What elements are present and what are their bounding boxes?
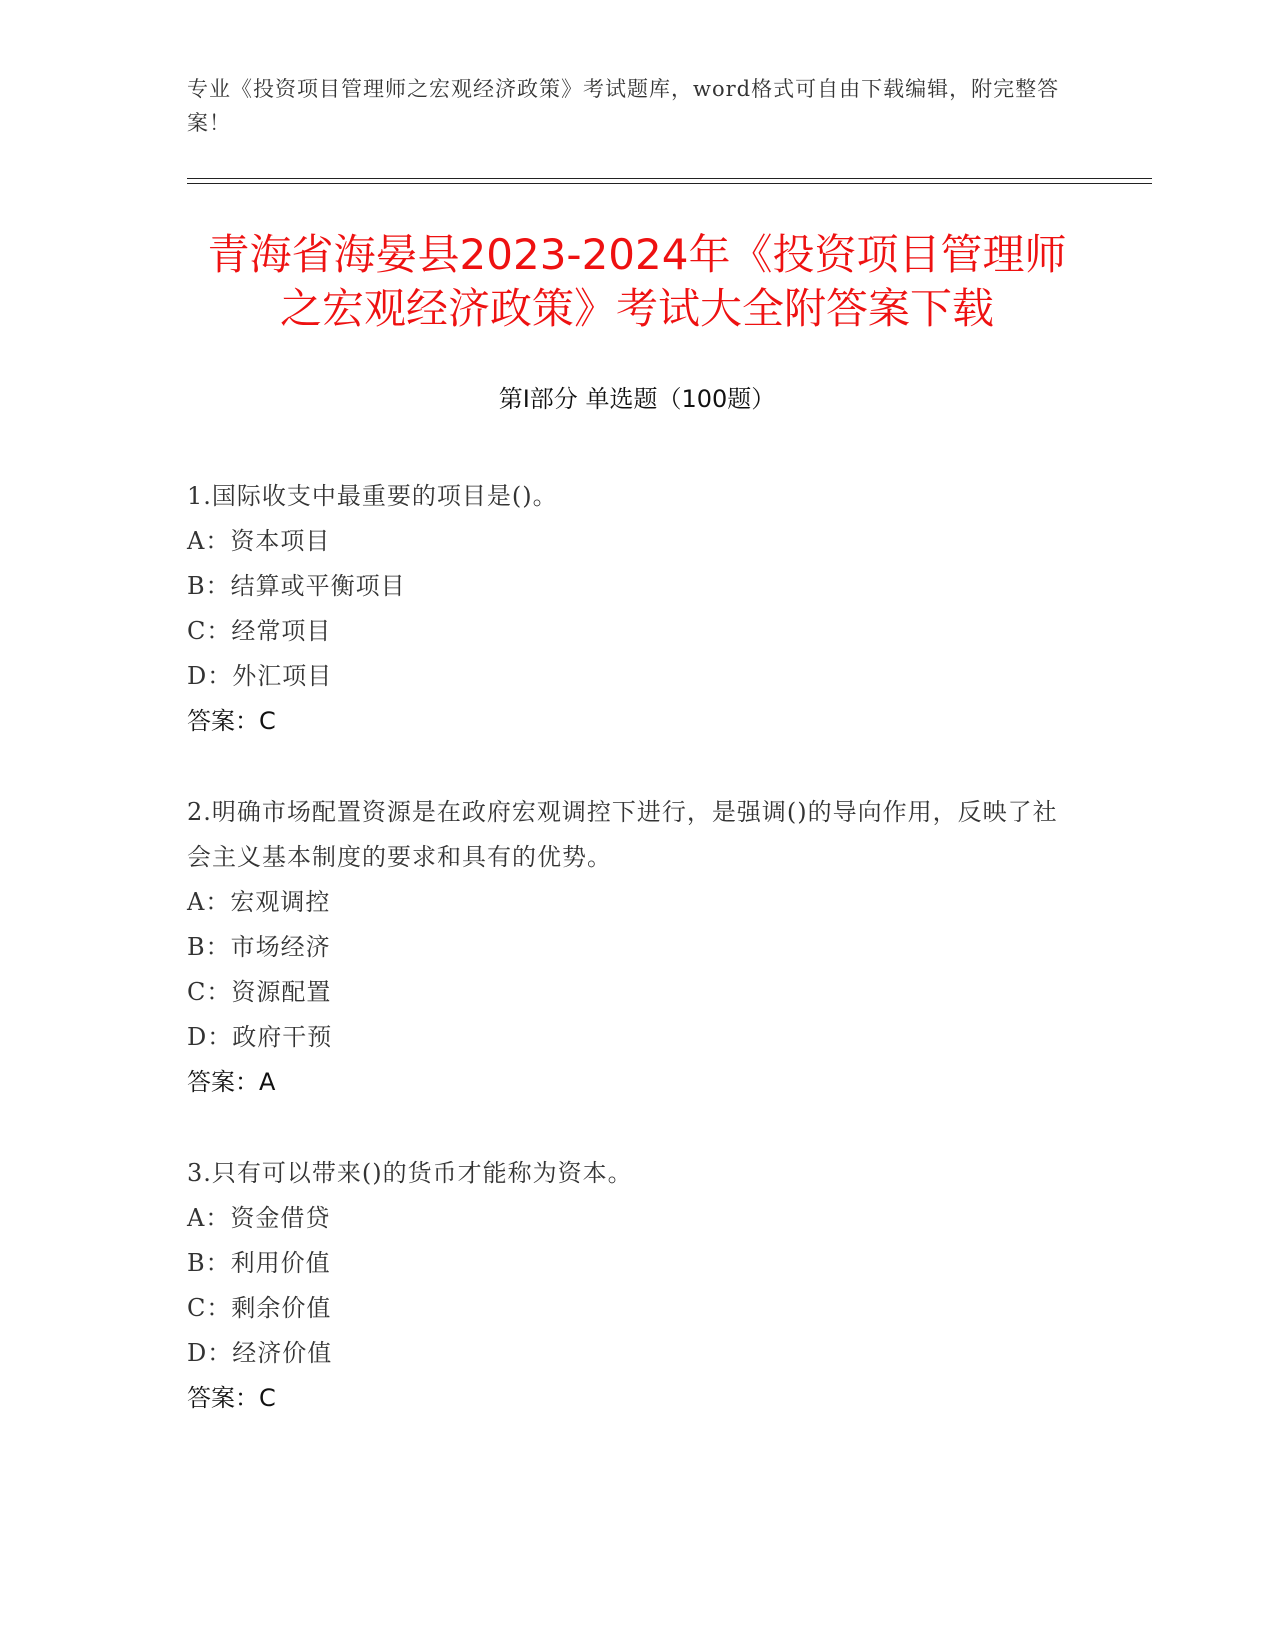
question-3 — [187, 1151, 1067, 1421]
question-stem: 3.只有可以带来()的货币才能称为资本。 — [187, 1159, 633, 1187]
document-title: 青海省海晏县2023-2024年《投资项目管理师之宏观经济政策》考试大全附答案下载 — [207, 230, 1067, 333]
question-list — [187, 474, 1067, 1467]
question-stem: 2.明确市场配置资源是在政府宏观调控下进行，是强调()的导向作用，反映了社会主义基本制度的要求和具有的优势。 — [187, 798, 1058, 871]
option-c: C：剩余价值 — [187, 1294, 332, 1322]
option-a: A：宏观调控 — [187, 888, 331, 916]
option-a: A：资本项目 — [187, 527, 331, 555]
question-stem: 1.国际收支中最重要的项目是()。 — [187, 482, 558, 510]
option-b: B：利用价值 — [187, 1249, 331, 1277]
option-b: B：结算或平衡项目 — [187, 572, 406, 600]
option-b: B：市场经济 — [187, 933, 331, 961]
option-c: C：资源配置 — [187, 978, 332, 1006]
answer: 答案：C — [187, 707, 276, 735]
option-a: A：资金借贷 — [187, 1204, 331, 1232]
question-2 — [187, 790, 1067, 1105]
answer: 答案：A — [187, 1068, 276, 1096]
header-divider-bottom — [187, 183, 1152, 184]
section-title: 第Ⅰ部分 单选题（100题） — [498, 385, 776, 413]
answer: 答案：C — [187, 1384, 276, 1412]
option-d: D：政府干预 — [187, 1023, 333, 1051]
header-divider-top — [187, 178, 1152, 179]
option-c: C：经常项目 — [187, 617, 332, 645]
option-d: D：经济价值 — [187, 1339, 333, 1367]
header-note: 专业《投资项目管理师之宏观经济政策》考试题库，word格式可自由下载编辑，附完整答案！ — [187, 77, 1060, 135]
question-1 — [187, 474, 1067, 744]
option-d: D：外汇项目 — [187, 662, 333, 690]
